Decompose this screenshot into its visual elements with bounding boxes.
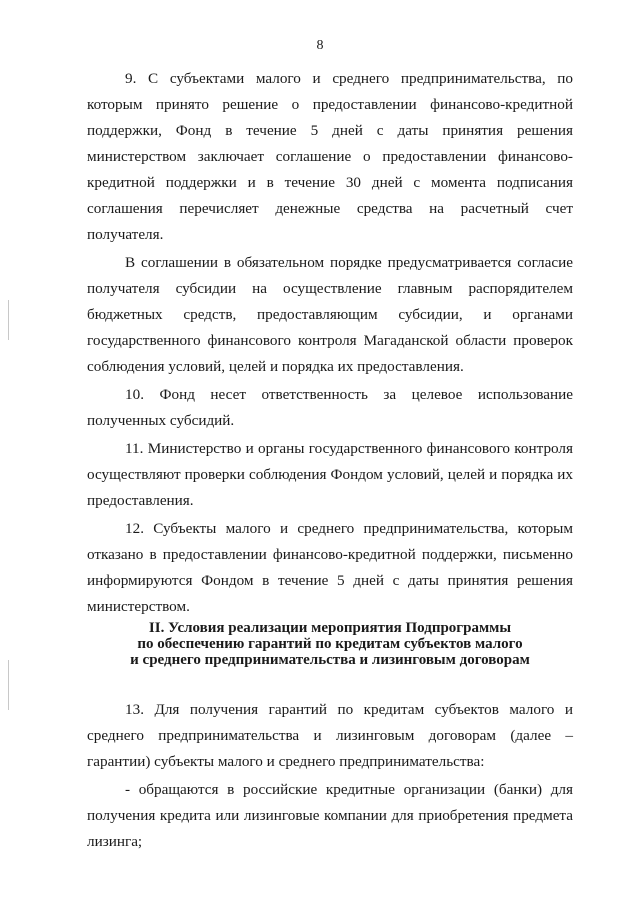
page-number: 8 xyxy=(316,38,324,53)
body-text-bottom xyxy=(87,697,573,855)
body-text-top xyxy=(87,66,573,620)
paragraph-13: 13. Для получения гарантий по кредитам субъектов малого и среднего предпринимательства и лизинговым договорам (далее – гарантии) субъекты малого и среднего предпринимательства: xyxy=(87,701,573,770)
paragraph-9: 9. С субъектами малого и среднего предпринимательства, по которым принято решение о предоставлении финансово-кредитной поддержки, Фонд в течение 5 дней с даты принятия решения министерством заключает соглашение о предоставлении финансово-кредитной поддержки и в течение 30 дней с момента подписания соглашения перечисляет денежные средства на расчетный счет получателя. xyxy=(87,70,573,243)
scan-margin-mark xyxy=(8,300,9,340)
paragraph-12: 12. Субъекты малого и среднего предпринимательства, которым отказано в предоставлении финансово-кредитной поддержки, письменно информируются Фондом в течение 5 дней с даты принятия решения министерством. xyxy=(87,520,573,615)
section-heading-line: и среднего предпринимательства и лизинговым договорам xyxy=(130,652,530,668)
section-heading-line: по обеспечению гарантий по кредитам субъектов малого xyxy=(137,636,523,652)
scan-margin-mark xyxy=(8,660,9,710)
section-heading-line: II. Условия реализации мероприятия Подпрограммы xyxy=(148,620,512,636)
paragraph-agreement: В соглашении в обязательном порядке предусматривается согласие получателя субсидии на осуществление главным распорядителем бюджетных средств, предоставляющим субсидии, и органами государственного финансового контроля Магаданской области проверок соблюдения условий, целей и порядка их предоставления. xyxy=(87,254,573,375)
paragraph-13-item: - обращаются в российские кредитные организации (банки) для получения кредита или лизинговые компании для приобретения предмета лизинга; xyxy=(87,781,573,850)
paragraph-11: 11. Министерство и органы государственного финансового контроля осуществляют проверки соблюдения Фондом условий, целей и порядка их предоставления. xyxy=(87,440,573,509)
section-heading xyxy=(87,620,573,668)
paragraph-10: 10. Фонд несет ответственность за целевое использование полученных субсидий. xyxy=(87,386,573,429)
